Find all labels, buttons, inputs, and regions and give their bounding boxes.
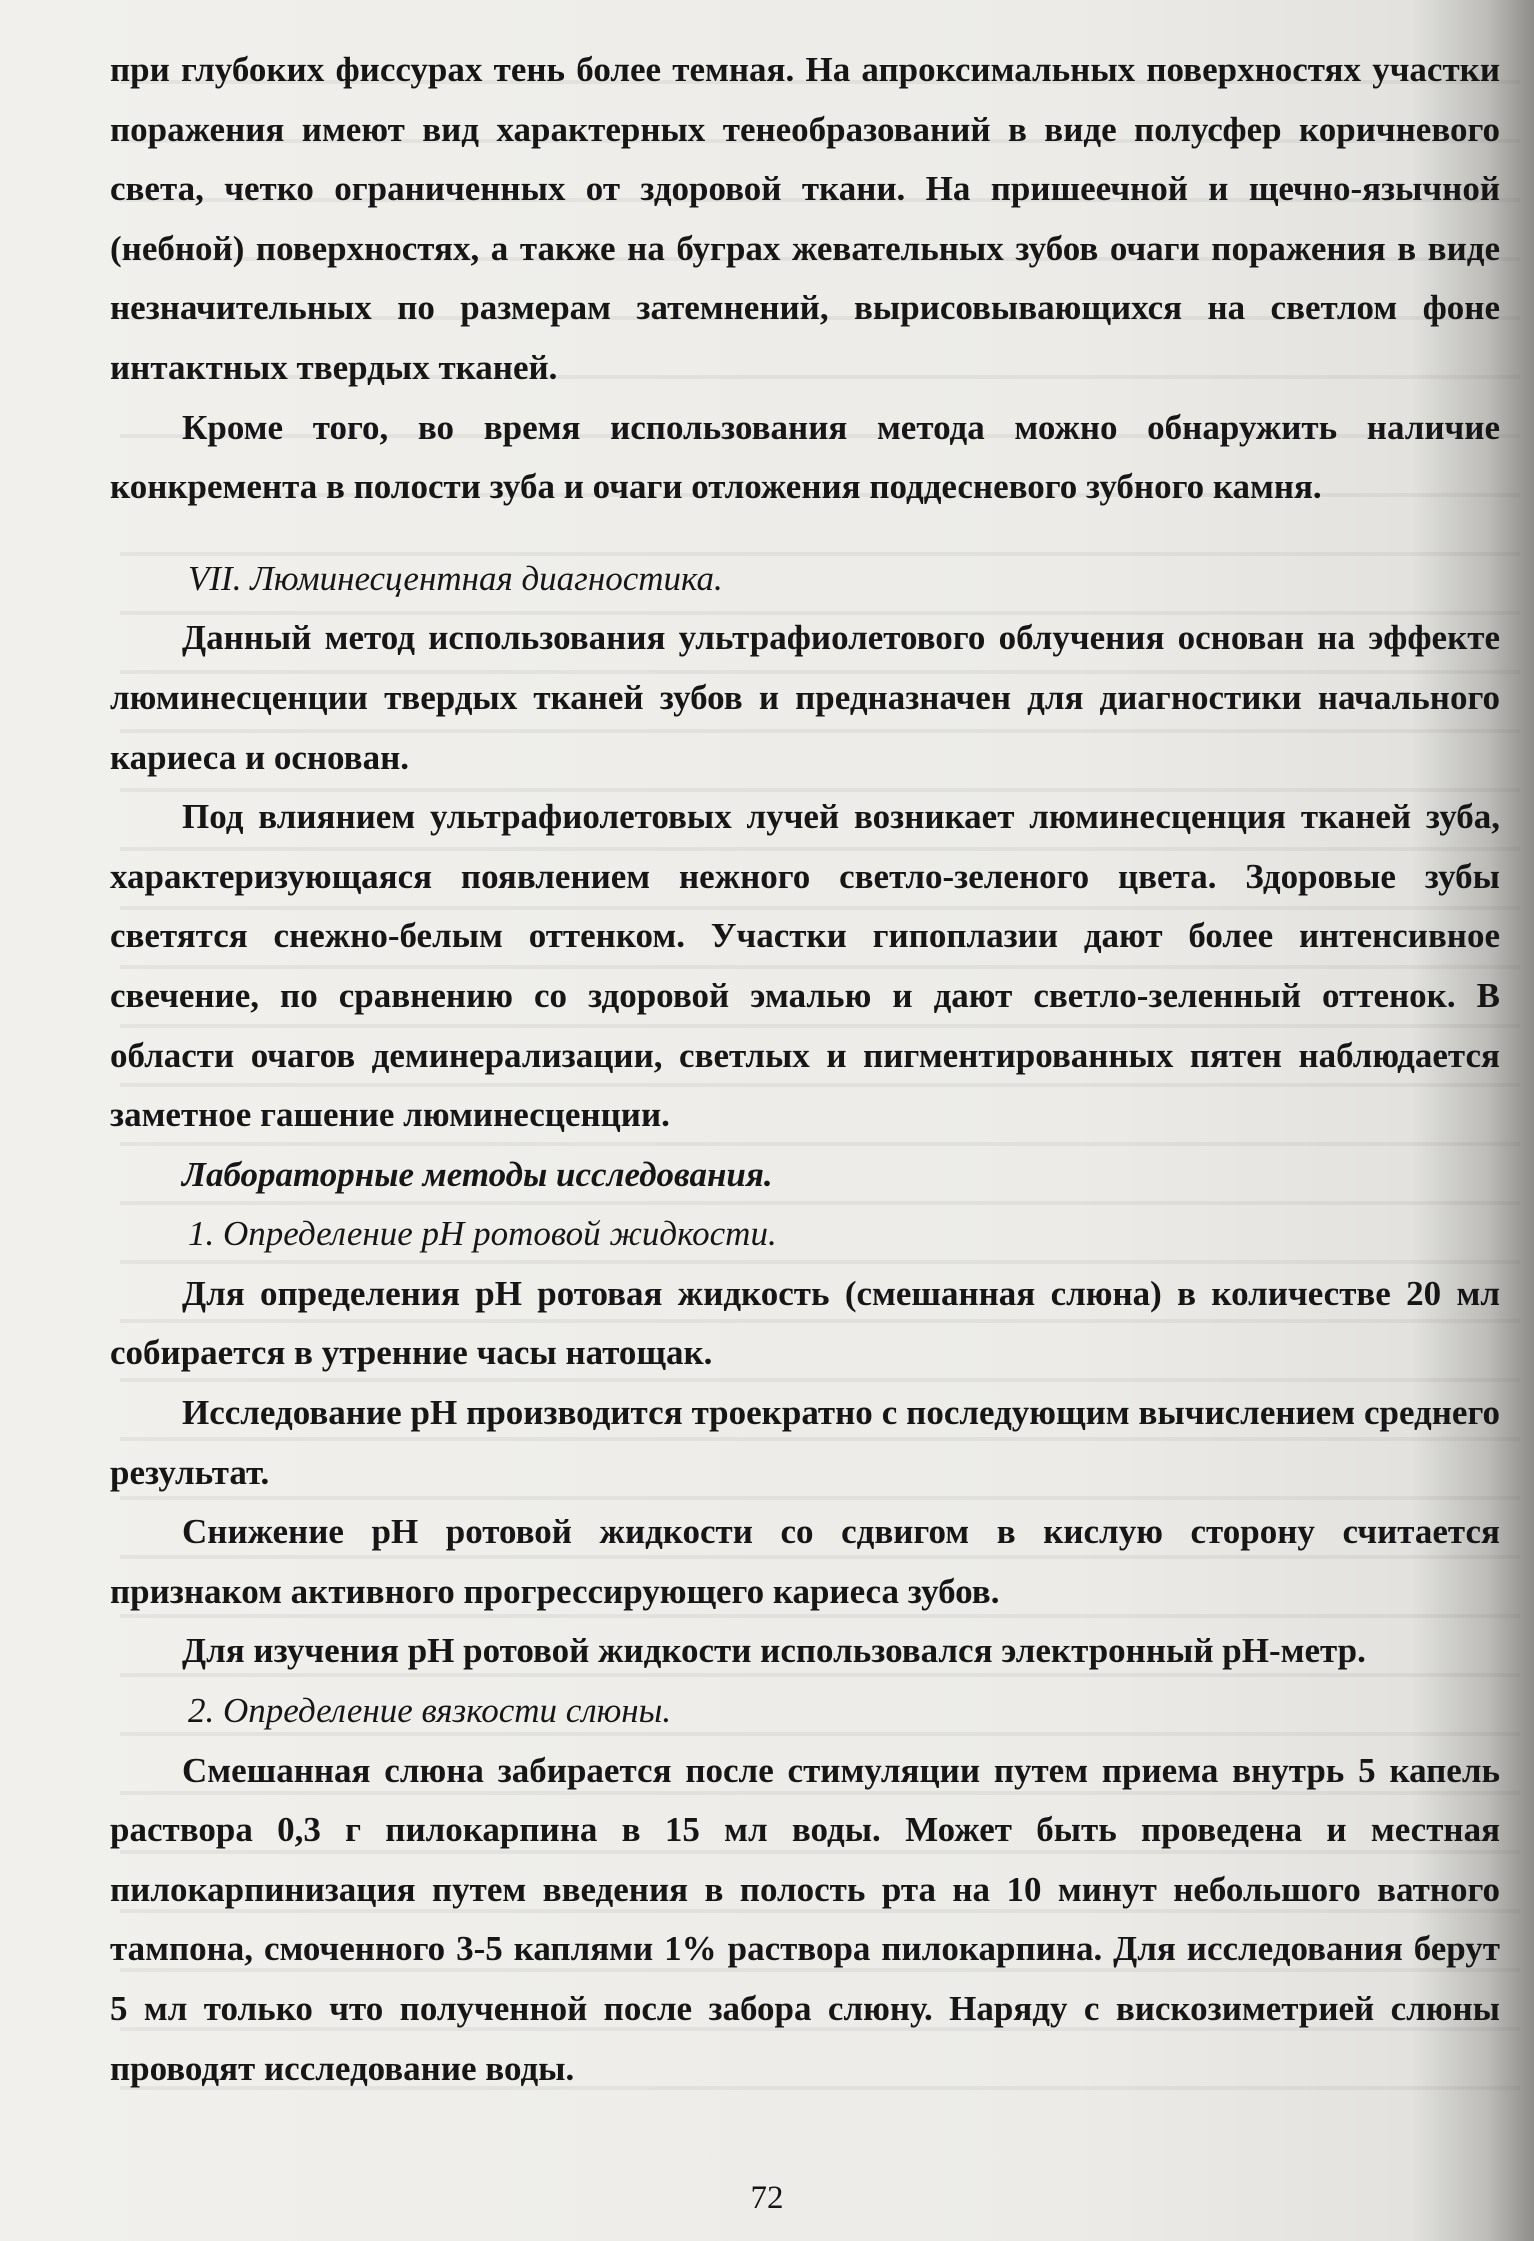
paragraph-uv-method: Данный метод использования ультрафиолетового облучения основан на эффекте люминесценции твердых тканей зубов и предназначен для диагностики начального кариеса и основан. bbox=[110, 618, 1500, 777]
paragraph-ph-triple: Исследование рН производится троекратно с последующим вычислением среднего результат. bbox=[110, 1393, 1500, 1492]
page-number: 72 bbox=[750, 2180, 784, 2216]
paragraph-viscosity: Смешанная слюна забирается после стимуляции путем приема внутрь 5 капель раствора 0,3 г пилокарпина в 15 мл воды. Может быть проведена и местная пилокарпинизация путем введения в полость рта на 10 минут небольшого ватного тампона, смоченного 3-5 каплями 1% раствора пилокарпина. Для исследования берут 5 мл только что полученной после забора слюну. Наряду с вискозиметрией слюны проводят исследование воды. bbox=[110, 1750, 1500, 2088]
paragraph-uv-effects: Под влиянием ультрафиолетовых лучей возникает люминесценция тканей зуба, характеризующаяся появлением нежного светло-зеленого цвета. Здоровые зубы светятся снежно-белым оттенком. Участки гипоплазии дают более интенсивное свечение, по сравнению со здоровой эмалью и дают светло-зеленный оттенок. В области очагов деминерализации, светлых и пигментированных пятен наблюдается заметное гашение люминесценции. bbox=[110, 797, 1500, 1135]
subheading-ph: 1. Определение рН ротовой жидкости. bbox=[188, 1214, 777, 1254]
paragraph-ph-meter: Для изучения рН ротовой жидкости использовался электронный рН-метр. bbox=[182, 1631, 1366, 1671]
paragraph-continuation: при глубоких фиссурах тень более темная. На апроксимальных поверхностях участки поражения имеют вид характерных тенеобразований в виде полусфер коричневого света, четко ограниченных от здоровой ткани. На пришеечной и щечно-язычной (небной) поверхностях, а также на буграх жевательных зубов очаги поражения в виде незначительных по размерам затемнений, вырисовывающихся на светлом фоне интактных твердых тканей. bbox=[110, 50, 1500, 387]
paragraph-concrement: Кроме того, во время использования метода можно обнаружить наличие конкремента в полости зуба и очаги отложения поддесневого зубного камня. bbox=[110, 407, 1500, 507]
section-heading-lab-methods: Лабораторные методы исследования. bbox=[182, 1154, 773, 1194]
subheading-viscosity: 2. Определение вязкости слюны. bbox=[188, 1691, 672, 1731]
section-heading-luminescent: VII. Люминесцентная диагностика. bbox=[188, 558, 723, 598]
main-text bbox=[110, 40, 1500, 2098]
paragraph-ph-decrease: Снижение рН ротовой жидкости со сдвигом в кислую сторону считается признаком активного прогрессирующего кариеса зубов. bbox=[110, 1512, 1500, 1611]
paragraph-ph-collection: Для определения рН ротовая жидкость (смешанная слюна) в количестве 20 мл собирается в утренние часы натощак. bbox=[110, 1273, 1500, 1373]
